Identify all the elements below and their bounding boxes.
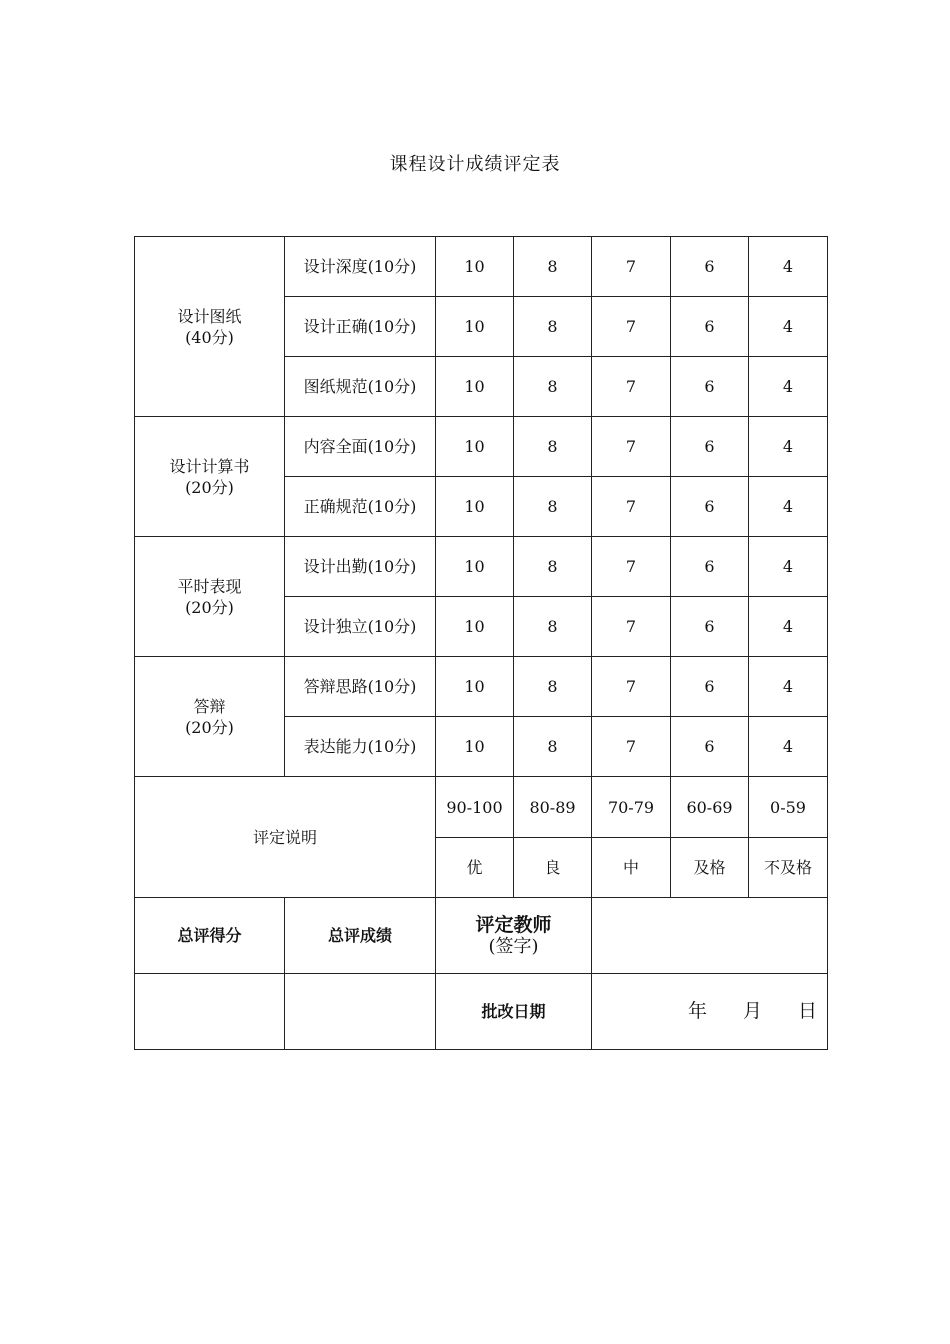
score-cell: 7 [592, 297, 671, 357]
date-year: 年 [687, 1000, 707, 1022]
score-cell: 10 [436, 237, 514, 297]
total-grade-label: 总评成绩 [285, 898, 436, 974]
score-cell: 6 [671, 717, 749, 777]
total-score-field[interactable] [135, 974, 285, 1050]
group-name: 答辩 [193, 696, 226, 716]
score-cell: 10 [436, 717, 514, 777]
score-cell: 8 [514, 657, 592, 717]
score-cell: 8 [514, 717, 592, 777]
criteria-row [135, 237, 828, 297]
score-cell: 7 [592, 237, 671, 297]
criteria-row [135, 657, 828, 717]
grade-cell: 不及格 [749, 838, 828, 898]
signature-label: (签字) [488, 935, 539, 957]
page-title: 课程设计成绩评定表 [389, 154, 561, 175]
score-cell: 10 [436, 357, 514, 417]
score-cell: 8 [514, 357, 592, 417]
date-field[interactable] [592, 974, 828, 1050]
score-cell: 4 [749, 597, 828, 657]
group-name: 设计计算书 [169, 456, 250, 476]
score-cell: 10 [436, 477, 514, 537]
group-name: 平时表现 [177, 576, 242, 596]
criteria-label: 答辩思路(10分) [285, 657, 436, 717]
score-cell: 8 [514, 537, 592, 597]
grade-cell: 优 [436, 838, 514, 898]
score-cell: 4 [749, 477, 828, 537]
group-cell [135, 417, 285, 537]
score-cell: 6 [671, 297, 749, 357]
date-day: 日 [797, 1000, 817, 1022]
range-cell: 60-69 [671, 777, 749, 838]
criteria-label: 设计独立(10分) [285, 597, 436, 657]
criteria-label: 设计出勤(10分) [285, 537, 436, 597]
range-cell: 70-79 [592, 777, 671, 838]
score-cell: 7 [592, 537, 671, 597]
grade-cell: 中 [592, 838, 671, 898]
legend-section [135, 777, 828, 1050]
score-cell: 7 [592, 477, 671, 537]
criteria-row [135, 537, 828, 597]
grade-table [134, 236, 828, 1050]
score-cell: 10 [436, 657, 514, 717]
score-cell: 4 [749, 537, 828, 597]
range-cell: 0-59 [749, 777, 828, 838]
score-cell: 8 [514, 237, 592, 297]
score-cell: 7 [592, 357, 671, 417]
legend-label: 评定说明 [135, 777, 436, 898]
score-cell: 10 [436, 597, 514, 657]
grade-cell: 良 [514, 838, 592, 898]
total-grade-field[interactable] [285, 974, 436, 1050]
score-cell: 7 [592, 717, 671, 777]
score-cell: 8 [514, 417, 592, 477]
group-cell [135, 237, 285, 417]
score-cell: 6 [671, 417, 749, 477]
score-cell: 4 [749, 297, 828, 357]
group-name: 设计图纸 [177, 306, 242, 326]
score-cell: 4 [749, 417, 828, 477]
score-cell: 8 [514, 297, 592, 357]
criteria-label: 正确规范(10分) [285, 477, 436, 537]
score-cell: 10 [436, 537, 514, 597]
criteria-label: 设计深度(10分) [285, 237, 436, 297]
criteria-label: 表达能力(10分) [285, 717, 436, 777]
teacher-label: 评定教师 [475, 913, 552, 936]
score-cell: 6 [671, 357, 749, 417]
teacher-signature-field[interactable] [592, 898, 828, 974]
criteria-label: 图纸规范(10分) [285, 357, 436, 417]
score-cell: 10 [436, 417, 514, 477]
score-cell: 7 [592, 417, 671, 477]
group-points: (20分) [185, 597, 234, 617]
criteria-row [135, 417, 828, 477]
teacher-cell [436, 898, 592, 974]
grade-table-body [135, 237, 828, 777]
range-cell: 80-89 [514, 777, 592, 838]
score-cell: 8 [514, 477, 592, 537]
criteria-label: 内容全面(10分) [285, 417, 436, 477]
score-cell: 7 [592, 597, 671, 657]
score-cell: 4 [749, 717, 828, 777]
group-points: (40分) [185, 327, 234, 347]
date-month: 月 [742, 1000, 762, 1022]
score-cell: 4 [749, 357, 828, 417]
group-points: (20分) [185, 717, 234, 737]
criteria-label: 设计正确(10分) [285, 297, 436, 357]
range-cell: 90-100 [436, 777, 514, 838]
score-cell: 6 [671, 537, 749, 597]
group-cell [135, 657, 285, 777]
group-cell [135, 537, 285, 657]
score-cell: 7 [592, 657, 671, 717]
score-cell: 6 [671, 597, 749, 657]
total-score-label: 总评得分 [135, 898, 285, 974]
score-cell: 6 [671, 237, 749, 297]
date-label: 批改日期 [436, 974, 592, 1050]
score-cell: 6 [671, 477, 749, 537]
score-cell: 4 [749, 237, 828, 297]
score-cell: 8 [514, 597, 592, 657]
score-cell: 4 [749, 657, 828, 717]
group-points: (20分) [185, 477, 234, 497]
score-cell: 10 [436, 297, 514, 357]
score-cell: 6 [671, 657, 749, 717]
grade-cell: 及格 [671, 838, 749, 898]
